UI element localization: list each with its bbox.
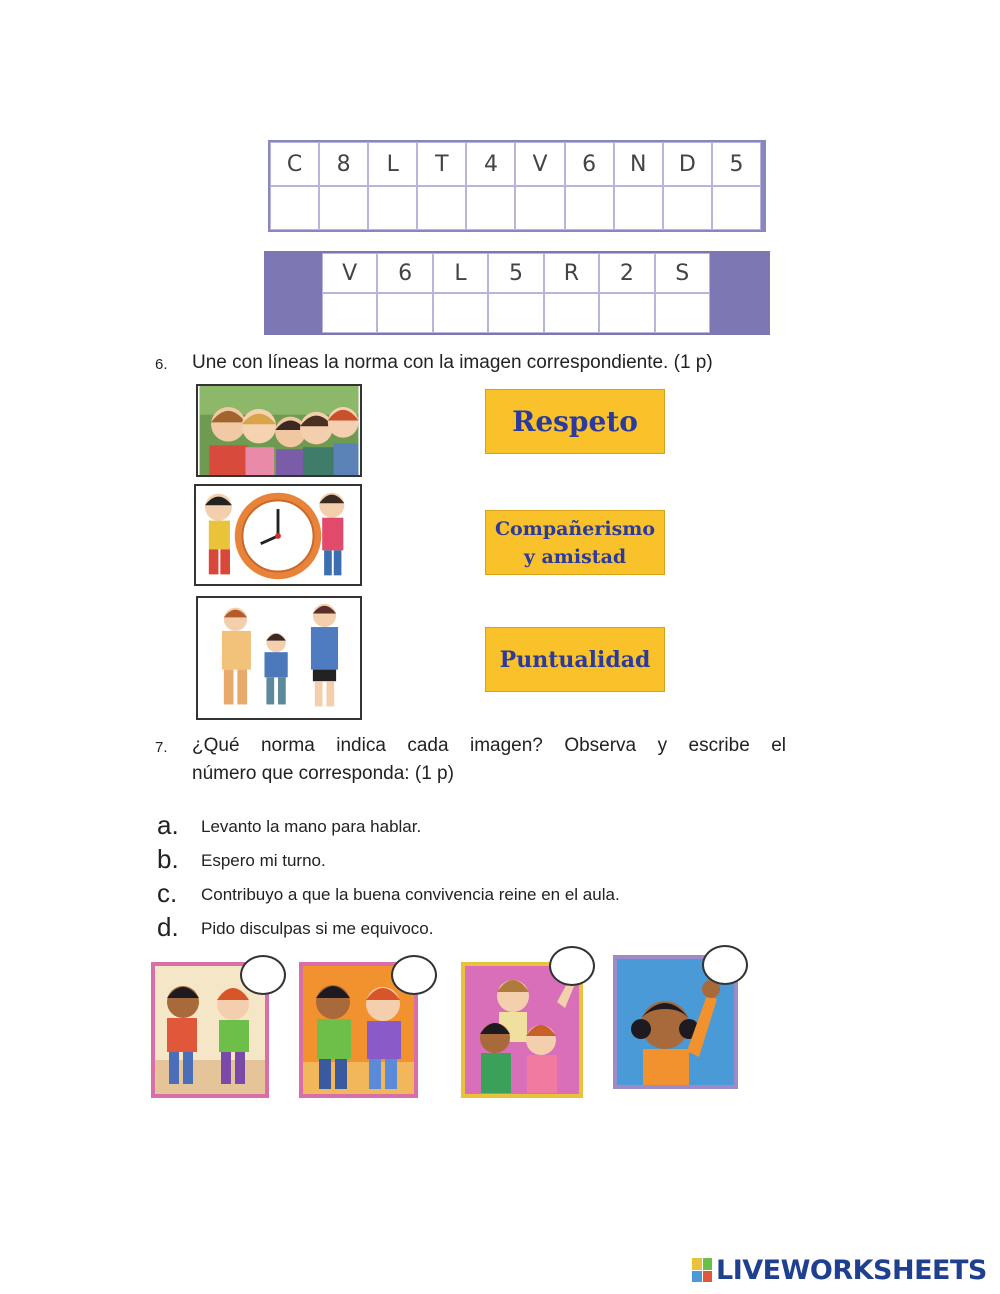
greeting-masks-image[interactable] [196, 596, 362, 720]
cipher1-answer-input[interactable] [516, 187, 563, 229]
option-b-letter: b. [157, 844, 179, 874]
cipher1-letter: L [368, 142, 417, 186]
cipher2-letter: 6 [377, 253, 432, 293]
option-d-text: Pido disculpas si me equivoco. [201, 919, 434, 938]
cipher2-answer-cell[interactable] [488, 293, 543, 333]
cipher2-answer-input[interactable] [600, 294, 653, 332]
cipher1-answer-cell[interactable] [319, 186, 368, 230]
cipher1-letter: C [270, 142, 319, 186]
cipher1-answer-cell[interactable] [368, 186, 417, 230]
friends-group-image[interactable] [196, 384, 362, 477]
cipher1-letter: 4 [466, 142, 515, 186]
liveworksheets-logo-icon [692, 1258, 712, 1282]
cipher2-answer-input[interactable] [378, 294, 431, 332]
cipher-table-1 [268, 140, 766, 232]
cipher1-answer-cell[interactable] [712, 186, 761, 230]
cipher1-letter: D [663, 142, 712, 186]
cipher1-answer-cell[interactable] [663, 186, 712, 230]
clock-children-illustration [196, 486, 360, 584]
cipher2-answer-input[interactable] [489, 294, 542, 332]
cipher1-answer-input[interactable] [467, 187, 514, 229]
cipher2-letter: 5 [488, 253, 543, 293]
cipher2-answer-input[interactable] [656, 294, 709, 332]
cipher2-letter: V [322, 253, 377, 293]
option-b-text: Espero mi turno. [201, 851, 326, 870]
cipher1-answer-cell[interactable] [614, 186, 663, 230]
cipher2-answer-cell[interactable] [599, 293, 654, 333]
cipher1-answer-input[interactable] [664, 187, 711, 229]
answer-bubble-4[interactable] [702, 945, 748, 985]
option-a-letter: a. [157, 810, 179, 840]
question-6-text: Une con líneas la norma con la imagen correspondiente. (1 p) [192, 352, 713, 373]
cipher2-letter: 2 [599, 253, 654, 293]
liveworksheets-logo [692, 1254, 987, 1286]
cipher1-answer-cell[interactable] [270, 186, 319, 230]
cipher2-answer-input[interactable] [434, 294, 487, 332]
greeting-masks-illustration [198, 598, 360, 718]
cipher2-answer-cell[interactable] [544, 293, 599, 333]
clock-children-image[interactable] [194, 484, 362, 586]
cipher2-answer-cell[interactable] [322, 293, 377, 333]
question-7-line-2: número que corresponda: (1 p) [192, 763, 454, 784]
cipher2-letter: R [544, 253, 599, 293]
cipher1-answer-input[interactable] [369, 187, 416, 229]
cipher1-answer-cell[interactable] [417, 186, 466, 230]
option-c-letter: c. [157, 878, 178, 908]
cipher1-answer-input[interactable] [713, 187, 760, 229]
cipher1-answer-cell[interactable] [515, 186, 564, 230]
word-puntualidad[interactable]: Puntualidad [485, 627, 665, 692]
cipher1-letter: V [515, 142, 564, 186]
cipher2-letter: L [433, 253, 488, 293]
cipher2-answer-cell[interactable] [377, 293, 432, 333]
cipher2-answer-input[interactable] [545, 294, 598, 332]
cipher1-answer-input[interactable] [271, 187, 318, 229]
answer-bubble-1[interactable] [240, 955, 286, 995]
friends-group-illustration [198, 386, 360, 475]
brand-name: LIVEWORKSHEETS [716, 1254, 987, 1286]
cipher2-answer-cell[interactable] [433, 293, 488, 333]
cipher2-letter: S [655, 253, 710, 293]
cipher1-letter: T [417, 142, 466, 186]
option-a-text: Levanto la mano para hablar. [201, 817, 422, 836]
cipher1-answer-input[interactable] [615, 187, 662, 229]
cipher1-answer-cell[interactable] [565, 186, 614, 230]
word-companerismo[interactable]: Compañerismo y amistad [485, 510, 665, 575]
question-6-number: 6. [155, 356, 168, 373]
cipher2-answer-input[interactable] [323, 294, 376, 332]
question-7-line-1: ¿Qué norma indica cada imagen? Observa y escribe el [192, 735, 786, 756]
cipher1-answer-input[interactable] [566, 187, 613, 229]
cipher1-answer-input[interactable] [320, 187, 367, 229]
cipher-table-2 [320, 251, 712, 335]
answer-bubble-3[interactable] [549, 946, 595, 986]
option-d-letter: d. [157, 912, 179, 942]
word-respeto[interactable]: Respeto [485, 389, 665, 454]
cipher1-answer-cell[interactable] [466, 186, 515, 230]
cipher1-letter: 8 [319, 142, 368, 186]
cipher1-answer-input[interactable] [418, 187, 465, 229]
cipher1-letter: 5 [712, 142, 761, 186]
cipher1-letter: 6 [565, 142, 614, 186]
option-c-text: Contribuyo a que la buena convivencia reine en el aula. [201, 885, 620, 904]
cipher2-answer-cell[interactable] [655, 293, 710, 333]
answer-bubble-2[interactable] [391, 955, 437, 995]
question-7-number: 7. [155, 739, 168, 756]
cipher1-letter: N [614, 142, 663, 186]
